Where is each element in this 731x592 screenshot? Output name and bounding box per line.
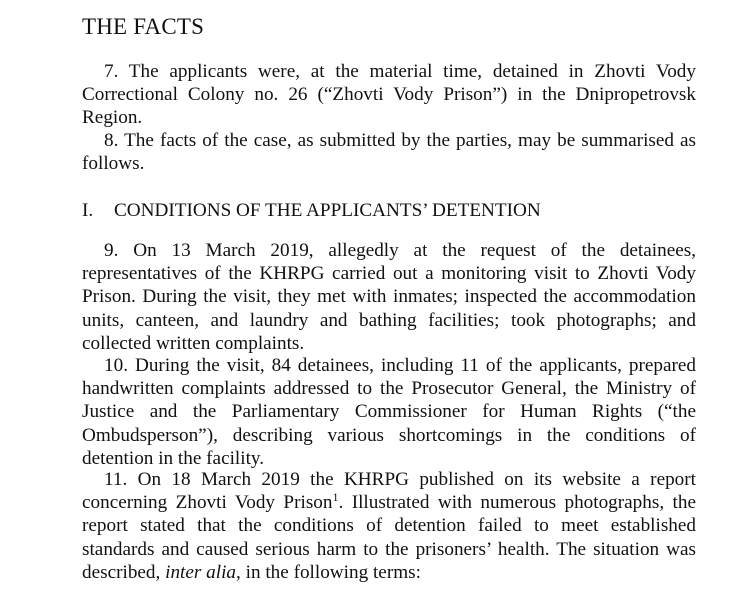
paragraph-9: 9. On 13 March 2019, allegedly at the request of the detainees, representatives of the KHRPG carried out a monitoring visit to Zhovti Vody Prison. During the visit, they met with inmates; inspected the accommodation units, canteen, and laundry and bathing facilities; took photographs; and collected written complaints. bbox=[82, 240, 696, 354]
paragraph-7: 7. The applicants were, at the material time, detained in Zhovti Vody Correctional Colony no. 26 (“Zhovti Vody Prison”) in the Dnipropetrovsk Region. bbox=[82, 61, 696, 129]
page-title: THE FACTS bbox=[82, 14, 205, 39]
paragraph-11-text-2: . Illustrated with numerous photographs, the report stated that the conditions of detention failed to meet established standards and caused serious harm to the prisoners’ health. The situation was described, bbox=[82, 492, 696, 583]
paragraph-11-text-1: 11. On 18 March 2019 the KHRPG published on its website a report concerning Zhovti Vody Prison bbox=[82, 469, 696, 514]
paragraph-11-text-3: , in the following terms: bbox=[236, 561, 421, 583]
paragraph-8: 8. The facts of the case, as submitted by the parties, may be summarised as follows. bbox=[82, 130, 696, 175]
footnote-reference[interactable]: 1 bbox=[332, 490, 339, 505]
paragraph-11-italic-phrase: inter alia bbox=[165, 561, 237, 583]
paragraph-10: 10. During the visit, 84 detainees, including 11 of the applicants, prepared handwritten complaints addressed to the Prosecutor General, the Ministry of Justice and the Parliamentary Commissioner for Human Rights (“the Ombudsperson”), describing various shortcomings in the conditions of detention in the facility. bbox=[82, 355, 696, 469]
section-number: I. bbox=[82, 200, 94, 221]
paragraph-11 bbox=[82, 468, 696, 584]
section-title: CONDITIONS OF THE APPLICANTS’ DETENTION bbox=[114, 200, 541, 221]
section-heading bbox=[82, 199, 541, 222]
